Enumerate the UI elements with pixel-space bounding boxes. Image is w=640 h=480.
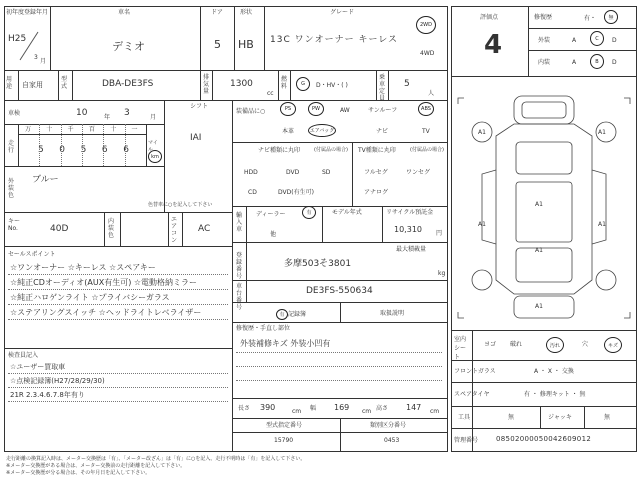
divider xyxy=(246,206,247,242)
displacement-value: 1300 xyxy=(230,79,253,89)
equip-pw-circle xyxy=(308,102,324,116)
divider xyxy=(451,428,637,429)
equip-navi: ナビ xyxy=(376,128,389,135)
divider xyxy=(584,406,585,428)
divider xyxy=(200,70,201,100)
repair-value: 外装補修キズ 外装小凹有 xyxy=(240,339,331,348)
max-load-label: 最大積載量 xyxy=(396,246,427,253)
divider xyxy=(382,206,383,242)
km-circle xyxy=(148,150,162,163)
height-unit: cm xyxy=(430,408,440,415)
divider xyxy=(232,242,448,243)
tv-fullseg: フルセグ xyxy=(364,169,388,176)
divider xyxy=(451,330,637,331)
length-label: 長さ xyxy=(238,405,251,412)
shape-label: 形状 xyxy=(240,9,253,16)
class-code-label: 類別区分番号 xyxy=(370,422,407,429)
navi-label: ナビ種類に丸印 xyxy=(258,147,301,154)
divider xyxy=(4,348,232,349)
seat-dirt-circle xyxy=(546,337,564,353)
navi-hdd: HDD xyxy=(244,169,258,176)
manual-label: 取扱説明 xyxy=(380,310,405,317)
equipment-label: 装備品に○ xyxy=(236,108,266,115)
damage-a1: A1 xyxy=(535,201,543,208)
fuel-gas-text: G xyxy=(301,81,305,87)
divider xyxy=(232,142,448,143)
manage-label: 管理番号 xyxy=(454,437,479,444)
equip-abs-text: ABS xyxy=(421,106,431,112)
divider xyxy=(18,124,19,166)
divider xyxy=(39,124,40,166)
key-value: 40D xyxy=(50,224,69,234)
shift-label: シフト xyxy=(190,103,209,110)
repair-hist-text: 無 xyxy=(608,14,614,21)
tools-label: 工具 xyxy=(458,414,471,421)
divider xyxy=(232,280,448,281)
repair-hist-circle xyxy=(604,10,618,24)
equip-airbag-text: エアバッグ xyxy=(309,128,335,134)
recycle-value: 10,310 xyxy=(394,225,422,234)
divider xyxy=(278,70,279,100)
divider xyxy=(8,387,228,388)
manage-value: 08502000050042609012 xyxy=(496,435,592,443)
damage-a1: A1 xyxy=(598,129,606,136)
height-value: 147 xyxy=(406,403,422,412)
person-unit: 人 xyxy=(428,90,435,97)
car-diagram xyxy=(452,90,636,322)
divider xyxy=(4,166,164,167)
divider xyxy=(451,406,637,407)
recycle-label: リサイクル預託金 xyxy=(386,209,434,216)
divider xyxy=(58,70,59,100)
divider xyxy=(290,70,291,100)
dealer-other: 他 xyxy=(270,231,277,238)
recycle-yen: 円 xyxy=(436,230,443,237)
selling-points-label: セールスポイント xyxy=(8,251,56,258)
divider xyxy=(451,360,637,361)
score-label: 評価点 xyxy=(480,14,499,21)
equip-aw: AW xyxy=(340,107,350,114)
ext-grade-right: D xyxy=(612,37,617,44)
door-label: ドア xyxy=(211,9,223,16)
navi-note: (付属品の場合) xyxy=(314,147,348,153)
divider xyxy=(322,206,323,242)
first-reg-month: 3 xyxy=(34,54,38,61)
mileage-header: 万 xyxy=(25,126,32,133)
divider xyxy=(232,398,448,399)
color-change-note: 色替車に○を記入して下さい xyxy=(148,202,213,208)
footer-line: 走行距離の換算記入時は、メーター交換歴は「有」、「メーター改ざん」は「有」に○を記入、走行不明時は「有」を記入して下さい。 xyxy=(6,456,306,462)
fuel-label: 燃料 xyxy=(281,76,288,90)
damage-a1: A1 xyxy=(478,221,486,228)
footer-line: ※メーター交換歴が分る場合は、その年月日を記入して下さい。 xyxy=(6,470,151,476)
divider xyxy=(236,352,442,353)
displacement-label: 排気量 xyxy=(203,74,210,95)
divider xyxy=(236,380,442,381)
inspection-year: 10 xyxy=(76,108,88,118)
km-text: km xyxy=(151,153,159,160)
record-circle-text: 有 xyxy=(279,312,285,318)
aircon-value: AC xyxy=(198,224,211,234)
tv-analog: アナログ xyxy=(364,189,389,196)
divider xyxy=(8,304,228,305)
equip-leather: 本革 xyxy=(282,128,295,135)
seat-scratch-circle xyxy=(604,337,622,353)
navi-dvd: DVD xyxy=(286,169,300,176)
inspection-month-unit: 月 xyxy=(150,114,157,121)
car-name-label: 車名 xyxy=(118,9,131,16)
divider xyxy=(340,302,341,322)
navi-dvd-play: DVD(有生可) xyxy=(278,189,314,196)
shift-value: IAI xyxy=(190,133,202,143)
list-item: ☆ユーザー買取車 xyxy=(10,363,66,371)
repair-hist-options: 有・ xyxy=(584,15,597,22)
damage-a1: A1 xyxy=(535,303,543,310)
interior-color-label: 内装色 xyxy=(108,218,115,239)
dealer-label: ディーラー xyxy=(256,211,286,218)
reg-slash xyxy=(16,30,42,64)
equip-ps-text: PS xyxy=(284,106,292,112)
divider xyxy=(451,76,637,77)
divider xyxy=(8,373,228,374)
divider xyxy=(352,142,353,206)
usage-label: 用途 xyxy=(6,76,13,90)
chassis-value: DE3FS-550634 xyxy=(306,286,373,296)
divider xyxy=(236,366,442,367)
list-item: ☆ステアリングスイッチ ☆ヘッドライトレベライザー xyxy=(10,308,202,317)
spare-label: スペアタイヤ xyxy=(454,391,490,398)
first-reg-label: 初年度登録年月 xyxy=(6,9,49,16)
cc-unit: cc xyxy=(267,90,274,97)
inspection-label: 車検 xyxy=(8,110,21,117)
mileage-header: 一 xyxy=(131,126,138,133)
divider xyxy=(4,212,232,213)
divider xyxy=(146,124,147,166)
mileage-digit: 6 xyxy=(101,145,108,155)
divider xyxy=(451,382,637,383)
divider xyxy=(212,70,213,100)
divider xyxy=(182,212,183,246)
mileage-header: 十 xyxy=(110,126,117,133)
width-value: 169 xyxy=(334,403,350,412)
drive-2wd-text: 2WD xyxy=(420,22,432,28)
divider xyxy=(72,70,73,100)
miles-label: マイル xyxy=(148,140,158,153)
tv-note: (付属品の場合) xyxy=(410,147,444,153)
seat-yogo: ヨゴ xyxy=(484,341,497,348)
divider xyxy=(4,70,448,71)
int-grade-left: A xyxy=(572,59,577,66)
damage-a1: A1 xyxy=(478,129,486,136)
inspection-month: 3 xyxy=(124,108,130,118)
seat-scratch-text: キズ xyxy=(608,342,618,349)
model-label: 型式 xyxy=(61,76,68,90)
mileage-header: 百 xyxy=(88,126,95,133)
length-value: 390 xyxy=(260,403,276,412)
record-value xyxy=(276,309,306,320)
divider xyxy=(528,6,529,76)
repair-hist-label: 修復歴 xyxy=(534,14,553,21)
ext-color-label: 外装色 xyxy=(8,178,15,199)
divider xyxy=(8,289,228,290)
ext-grade-circle xyxy=(590,31,604,46)
int-grade-text: B xyxy=(595,58,599,65)
plate-value: 多摩503そ3801 xyxy=(284,259,352,269)
capacity-label: 乗車定員 xyxy=(379,74,386,102)
record-label: 記録簿 xyxy=(288,311,307,318)
width-unit: cm xyxy=(362,408,372,415)
repair-label: 修復歴・手直し部位 xyxy=(236,325,291,332)
dealer-circle-text: 有 xyxy=(306,210,312,216)
divider xyxy=(234,6,235,70)
divider xyxy=(540,406,541,428)
divider xyxy=(120,212,121,246)
car-name: デミオ xyxy=(112,40,145,53)
score-value: 4 xyxy=(484,30,503,60)
equip-airbag-circle xyxy=(308,124,336,137)
fuel-gas-circle xyxy=(296,77,310,91)
tools-value: 無 xyxy=(508,414,515,421)
tv-label: TV種類に丸印 xyxy=(358,147,396,154)
mileage-digit: 5 xyxy=(80,145,87,155)
list-item: ☆点検記録簿(H27/28/29/30) xyxy=(10,377,105,385)
mileage-header: 千 xyxy=(67,126,74,133)
int-grade-circle xyxy=(590,54,604,69)
key-label: キーNo. xyxy=(8,218,21,232)
plate-label: 登録番号 xyxy=(236,252,243,280)
divider xyxy=(18,70,19,100)
list-item: ☆純正CDオーディオ(AUX有生可) ☆電動格納ミラー xyxy=(10,278,198,287)
ext-grade-left: A xyxy=(572,37,577,44)
drive-4wd: 4WD xyxy=(420,50,435,57)
equip-tv: TV xyxy=(422,128,430,135)
divider xyxy=(8,274,228,275)
glass-label: フロントガラス xyxy=(454,368,496,375)
spare-value: 有 ・ 修理キット ・ 無 xyxy=(524,391,586,398)
divider xyxy=(168,212,169,246)
mileage-digit: 5 xyxy=(38,145,44,155)
drive-2wd-circle xyxy=(416,16,436,34)
divider xyxy=(4,246,232,247)
seat-hole: 穴 xyxy=(582,341,589,348)
fuel-options: D・HV・( ) xyxy=(316,82,348,89)
divider xyxy=(8,319,228,320)
shape-value: HB xyxy=(238,38,254,51)
door-value: 5 xyxy=(214,38,221,51)
mileage-digit: 0 xyxy=(59,145,66,155)
capacity-value: 5 xyxy=(404,79,410,89)
damage-a1: A1 xyxy=(598,221,606,228)
model-year-label: モデル年式 xyxy=(332,209,362,216)
divider xyxy=(50,6,51,70)
divider xyxy=(8,401,228,402)
seat-tear: 破れ xyxy=(510,341,523,348)
jack-label: ジャッキ xyxy=(548,414,572,421)
tv-oneseg: ワンセグ xyxy=(406,169,431,176)
divider xyxy=(264,6,265,70)
divider xyxy=(232,322,448,323)
class-code-value: 0453 xyxy=(384,437,400,444)
equip-sunroof: サンルーフ xyxy=(368,107,398,114)
divider xyxy=(125,124,126,166)
type-code-label: 型式指定番号 xyxy=(266,422,303,429)
list-item: 21R 2.3.4.6.7.8年有り xyxy=(10,391,85,399)
divider xyxy=(528,28,637,29)
grade-value: 13C ワンオーナー キーレス xyxy=(270,35,399,45)
int-grade-label: 内装 xyxy=(538,59,551,66)
divider xyxy=(246,242,247,302)
model-value: DBA-DE3FS xyxy=(102,79,154,89)
ext-grade-text: C xyxy=(595,35,599,42)
footer-line: ※メーター交換歴がある場合は、メーター交換前の走行距離を記入して下さい。 xyxy=(6,463,186,469)
ext-color-value: ブルー xyxy=(32,175,59,185)
chassis-label: 車台番号 xyxy=(236,283,243,311)
length-unit: cm xyxy=(292,408,302,415)
divider xyxy=(4,124,164,125)
usage-value: 自家用 xyxy=(22,81,43,89)
divider xyxy=(104,212,105,246)
max-load-unit: kg xyxy=(438,270,446,277)
divider xyxy=(232,206,448,207)
grade-label: グレード xyxy=(330,9,355,16)
divider xyxy=(164,100,165,212)
mileage-header: 十 xyxy=(46,126,53,133)
jack-value: 無 xyxy=(604,414,611,421)
ext-grade-label: 外装 xyxy=(538,37,551,44)
mileage-label: 走行 xyxy=(8,140,15,154)
width-label: 幅 xyxy=(310,405,317,412)
divider xyxy=(232,100,233,452)
navi-cd: CD xyxy=(248,189,257,196)
divider xyxy=(61,124,62,166)
inspector-notes-label: 検査員記入 xyxy=(8,352,39,359)
first-reg-value: H25 xyxy=(8,34,27,44)
divider xyxy=(200,6,201,70)
type-code-value: 15790 xyxy=(274,437,294,444)
import-label: 輸入車 xyxy=(236,212,243,233)
seat-label: 室内シート xyxy=(454,336,467,361)
equip-ps-circle xyxy=(280,102,296,116)
divider xyxy=(103,124,104,166)
height-label: 高さ xyxy=(376,405,389,412)
divider xyxy=(528,50,637,51)
divider xyxy=(388,70,389,100)
aircon-label: エアコン xyxy=(171,216,178,244)
divider xyxy=(340,418,341,452)
navi-sd: SD xyxy=(322,169,331,176)
list-item: ☆純正ハロゲンライト ☆プライバシーガラス xyxy=(10,293,170,302)
damage-a1: A1 xyxy=(535,247,543,254)
equip-abs-circle xyxy=(418,102,434,116)
month-unit: 月 xyxy=(40,58,47,65)
divider xyxy=(376,70,377,100)
mileage-digit: 6 xyxy=(123,145,129,155)
seat-dirt-text: 汚れ xyxy=(549,342,560,349)
inspection-year-unit: 年 xyxy=(104,114,111,121)
dealer-circle xyxy=(302,206,316,219)
list-item: ☆ワンオーナー ☆キーレス ☆スペアキー xyxy=(10,263,156,272)
record-circle xyxy=(276,309,288,320)
divider xyxy=(82,124,83,166)
int-grade-right: D xyxy=(612,59,617,66)
equip-pw-text: PW xyxy=(312,106,320,112)
glass-value: A ・ X ・ 交換 xyxy=(534,368,574,375)
